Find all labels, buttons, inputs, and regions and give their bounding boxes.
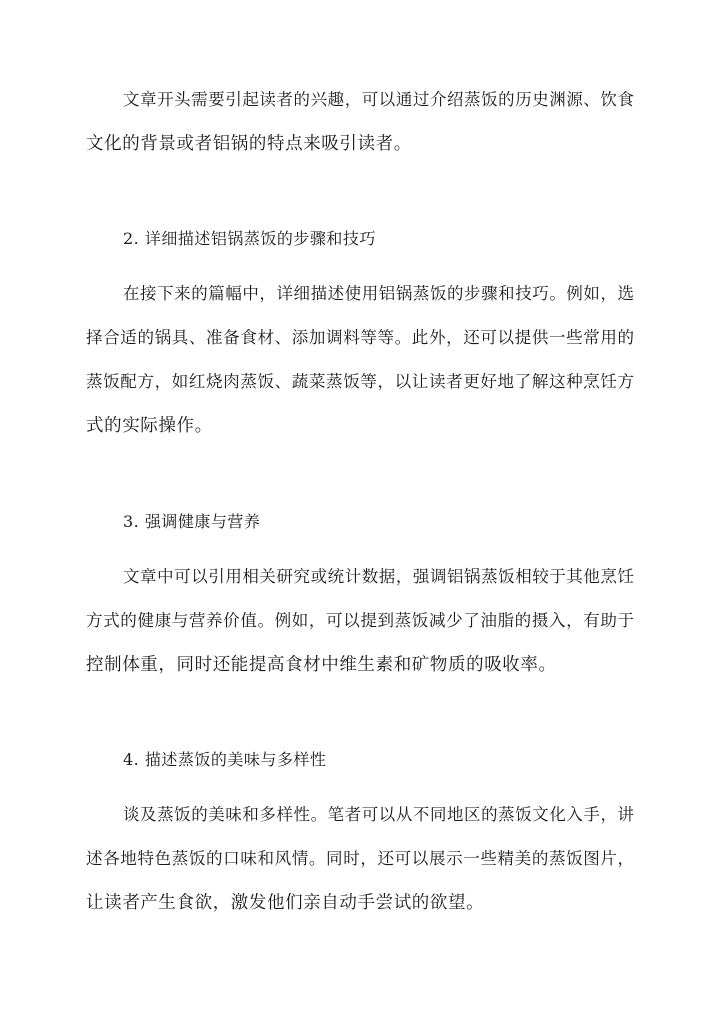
section-4-heading: 4. 描述蒸饭的美味与多样性 — [123, 750, 327, 769]
section-2-line-2: 择合适的锅具、准备食材、添加调料等等。此外，还可以提供一些常用的 — [86, 328, 635, 347]
section-4-line-1: 谈及蒸饭的美味和多样性。笔者可以从不同地区的蒸饭文化入手，讲 — [123, 805, 635, 824]
section-2-heading: 2. 详细描述铝锅蒸饭的步骤和技巧 — [123, 229, 376, 248]
section-3-line-3: 控制体重，同时还能提高食材中维生素和矿物质的吸收率。 — [86, 655, 557, 675]
section-2-line-1: 在接下来的篇幅中，详细描述使用铝锅蒸饭的步骤和技巧。例如，选 — [123, 284, 635, 303]
section-2-line-4: 式的实际操作。 — [86, 416, 213, 436]
intro-line-1: 文章开头需要引起读者的兴趣，可以通过介绍蒸饭的历史渊源、饮食 — [123, 90, 635, 109]
intro-line-2: 文化的背景或者铝锅的特点来吸引读者。 — [86, 134, 412, 154]
section-3-line-2: 方式的健康与营养价值。例如，可以提到蒸饭减少了油脂的摄入，有助于 — [86, 611, 635, 630]
section-3-line-1: 文章中可以引用相关研究或统计数据，强调铝锅蒸饭相较于其他烹饪 — [123, 567, 635, 586]
section-2-line-3: 蒸饭配方，如红烧肉蒸饭、蔬菜蒸饭等，以让读者更好地了解这种烹饪方 — [86, 372, 635, 391]
section-4-line-3: 让读者产生食欲，激发他们亲自动手尝试的欲望。 — [86, 893, 485, 913]
section-3-heading: 3. 强调健康与营养 — [123, 512, 261, 531]
section-4-line-2: 述各地特色蒸饭的口味和风情。同时，还可以展示一些精美的蒸饭图片， — [86, 849, 635, 868]
